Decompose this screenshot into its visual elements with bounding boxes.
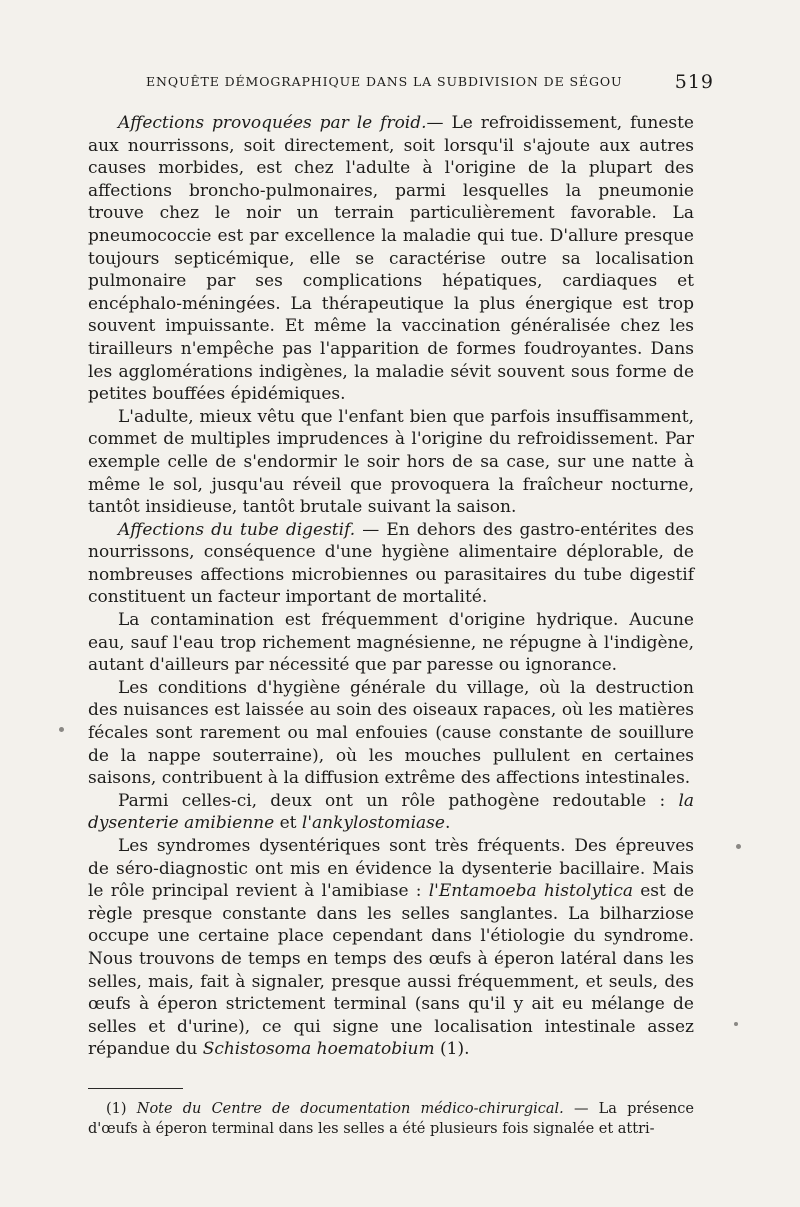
footnote-reference: (1). bbox=[440, 1039, 470, 1060]
section-heading-cold: Affections provoquées par le froid. bbox=[118, 113, 427, 133]
print-speck bbox=[734, 1022, 738, 1026]
print-speck bbox=[736, 844, 741, 849]
footnote-note-title: Note du Centre de documentation médico-chirurgical. bbox=[136, 1101, 564, 1117]
paragraph-water-contamination bbox=[88, 609, 694, 677]
paragraph-text: Les syndromes dysentériques sont très fréquents. Des épreuves de séro-diagnostic ont mis en évidence la dysenterie bacillaire. Mais le rôle principal revient à l'amibiase : bbox=[88, 836, 694, 902]
footnote-marker: (1) bbox=[106, 1101, 127, 1117]
paragraph-village-hygiene bbox=[88, 677, 694, 790]
conjunction: et bbox=[279, 813, 297, 834]
term-amoebic-dysentery: la dysenterie amibienne bbox=[88, 790, 695, 834]
body-text bbox=[88, 112, 694, 1061]
species-schistosoma: Schistosoma hoematobium bbox=[202, 1039, 435, 1060]
paragraph-adult-imprudence bbox=[88, 406, 694, 519]
paragraph-digestive-affections bbox=[88, 519, 694, 609]
section-heading-digestive: Affections du tube digestif. bbox=[118, 519, 356, 540]
paragraph-cold-affections bbox=[88, 112, 694, 406]
page-number: 519 bbox=[674, 71, 714, 93]
punctuation: . bbox=[444, 813, 451, 834]
paragraph-text: L'adulte, mieux vêtu que l'enfant bien que parfois insuffisamment, commet de multiples imprudences à l'origine du refroidissement. Par exemple celle de s'endormir le soir hors de sa case, sur une natte à même le sol, jusqu'au réveil que provoquera la fraîcheur nocturne, tantôt insidieuse, tantôt brutale suivant la saison. bbox=[88, 406, 694, 518]
paragraph-text: — En dehors des gastro-entérites des nourrissons, conséquence d'une hygiène alimentaire déplorable, de nombreuses affections microbiennes ou parasitaires du tube digestif constituent un facteur important de mortalité. bbox=[88, 519, 694, 608]
paragraph-text-continued: est de règle presque constante dans les selles sanglantes. La bilharziose occupe une certaine place cependant dans l'étiologie du syndrome. Nous trouvons de temps en temps des œufs à éperon latéral dans les selles, mais, fait à signaler, presque aussi fréquemment, et seuls, des œufs à éperon strictement terminal (sans qu'il y ait eu mélange de selles et d'urine), ce qui signe une localisation intestinale assez répandue du bbox=[88, 881, 695, 1060]
paragraph-pathogenic-roles bbox=[88, 790, 694, 835]
footnote-rule bbox=[88, 1088, 183, 1089]
running-title: ENQUÊTE DÉMOGRAPHIQUE DANS LA SUBDIVISION DE SÉGOU bbox=[146, 74, 623, 89]
paragraph-text: Les conditions d'hygiène générale du village, où la destruction des nuisances est laissée au soin des oiseaux rapaces, où les matières fécales sont rarement ou mal enfouies (cause constante de souillure de la nappe souterraine), où les mouches pullulent en certaines saisons, contribuent à la diffusion extrême des affections intestinales. bbox=[88, 677, 694, 789]
paragraph-text: Parmi celles-ci, deux ont un rôle pathogène redoutable : bbox=[118, 790, 666, 811]
running-head bbox=[88, 71, 714, 95]
term-ankylostomiasis: l'ankylostomiase bbox=[301, 813, 445, 834]
footnote-paragraph bbox=[88, 1099, 694, 1139]
paragraph-dysenteric-syndromes bbox=[88, 835, 694, 1061]
footnote bbox=[88, 1099, 694, 1139]
paragraph-text: — Le refroidissement, funeste aux nourrissons, soit directement, soit lorsqu'il s'ajoute aux autres causes morbides, est chez l'adulte à l'origine de la plupart des affections broncho-pulmonaires, parmi lesquelles la pneumonie trouve chez le noir un terrain particulièrement favorable. La pneumococcie est par excellence la maladie qui tue. D'allure presque toujours septicémique, elle se caractérise outre sa localisation pulmonaire par ses complications hépatiques, cardiaques et encéphalo-méningées. La thérapeutique la plus énergique est trop souvent impuissante. Et même la vaccination généralisée chez les tirailleurs n'empêche pas l'apparition de formes foudroyantes. Dans les agglomérations indigènes, la maladie sévit souvent sous forme de petites bouffées épidémiques. bbox=[88, 113, 694, 405]
footnote-text: — La présence d'œufs à éperon terminal dans les selles a été plusieurs fois signalée et attri- bbox=[88, 1101, 695, 1137]
paragraph-text: La contamination est fréquemment d'origine hydrique. Aucune eau, sauf l'eau trop richement magnésienne, ne répugne à l'indigène, autant d'ailleurs par nécessité que par paresse ou ignorance. bbox=[88, 610, 694, 676]
species-entamoeba: l'Entamoeba histolytica bbox=[428, 881, 633, 902]
print-speck bbox=[59, 727, 64, 732]
